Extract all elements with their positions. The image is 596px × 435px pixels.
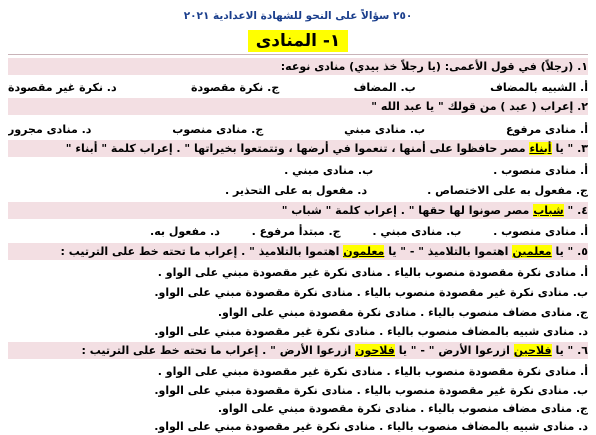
question-1: ١. (رجلاً) في قول الأعمى: (يا رجلاً خذ بيدي) منادى نوعه:	[8, 58, 588, 75]
question-4-suffix: مصر صونوا لها حقها " . إعراب كلمة " شباب "	[281, 204, 530, 217]
option-c: ج. مفعول به على الاختصاص .	[427, 184, 588, 197]
question-6-option-a: أ. منادى نكرة مقصودة منصوب بالياء . منادى نكرة غير مقصودة مبني على الواو .	[157, 365, 588, 378]
option-c: ج. مبتدأ مرفوع .	[251, 225, 341, 238]
option-d: د. مفعول به على التحذير .	[224, 184, 368, 197]
question-5-prefix: ٥. " يا	[555, 245, 588, 258]
divider	[8, 54, 588, 55]
question-5-middle: اهتموا بالتلاميذ " - " يا	[388, 245, 509, 258]
question-5-option-b: ب. منادى نكرة غير مقصودة منصوب بالياء . منادى نكرة مقصودة مبني على الواو.	[154, 286, 588, 299]
question-6-prefix: ٦. " يا	[555, 344, 588, 357]
option-a: أ. منادى منصوب .	[493, 164, 588, 177]
question-5-option-d: د. منادى شبيه بالمضاف منصوب بالياء . منادى نكرة غير مقصودة مبني على الواو.	[154, 325, 588, 338]
question-3-highlight: أبناء	[529, 142, 552, 155]
question-4-highlight: شباب	[533, 204, 564, 217]
question-5-highlight-1: معلمين	[512, 245, 552, 258]
option-a: أ. الشبيه بالمضاف	[490, 81, 588, 94]
option-b: ب. منادى مبني	[344, 123, 426, 136]
option-a: أ. منادى منصوب .	[493, 225, 588, 238]
option-d: د. مفعول به.	[150, 225, 220, 238]
question-5	[8, 243, 588, 260]
question-3	[8, 140, 588, 157]
question-3-options-row-1	[8, 162, 588, 179]
question-4	[8, 202, 588, 219]
question-6-option-d: د. منادى شبيه بالمضاف منصوب بالياء . منادى نكرة غير مقصودة مبني على الواو.	[154, 420, 588, 433]
question-4-prefix: ٤. "	[567, 204, 588, 217]
question-3-suffix: مصر حافظوا على أمنها ، تنعموا في أرضها ، وتتمتعوا بخيراتها " . إعراب كلمة " أبناء "	[65, 142, 526, 155]
option-b: ب. منادى مبني .	[284, 164, 374, 177]
question-6-highlight-2: فلاحون	[355, 344, 395, 357]
question-2: ٢. إعراب ( عبد ) من قولك " يا عبد الله "	[8, 98, 588, 115]
question-3-prefix: ٣. " يا	[555, 142, 588, 155]
question-5-option-c: ج. منادى مضاف منصوب بالياء . منادى نكرة مقصودة مبني على الواو.	[217, 306, 588, 319]
option-d: د. منادى مجرور	[8, 123, 92, 136]
option-a: أ. منادى مرفوع	[505, 123, 588, 136]
question-6-suffix: ازرعوا الأرض " . إعراب ما تحته خط على الترتيب :	[81, 344, 352, 357]
option-b: ب. منادى مبني .	[372, 225, 462, 238]
question-5-highlight-2: معلمون	[343, 245, 385, 258]
option-c: ج. منادى منصوب	[172, 123, 264, 136]
question-4-options	[150, 223, 588, 240]
question-5-option-a: أ. منادى نكرة مقصودة منصوب بالياء . منادى نكرة غير مقصودة مبني على الواو .	[157, 266, 588, 279]
question-2-options	[8, 121, 588, 138]
question-6-highlight-1: فلاحين	[513, 344, 552, 357]
question-6-option-b: ب. منادى نكرة غير مقصودة منصوب بالياء . منادى نكرة مقصودة مبني على الواو.	[154, 384, 588, 397]
document-header: ٢٥٠ سؤالاً على النحو للشهادة الاعدادية ٢٠٢١	[183, 10, 413, 22]
option-c: ج. نكرة مقصودة	[191, 81, 280, 94]
question-3-options-row-2	[8, 182, 588, 199]
question-5-suffix: اهتموا بالتلاميذ " . إعراب ما تحته خط على الترتيب :	[60, 245, 340, 258]
question-1-options	[8, 79, 588, 96]
question-6-option-c: ج. منادى مضاف منصوب بالياء . منادى نكرة مقصودة مبني على الواو.	[217, 402, 588, 415]
option-d: د. نكرة غير مقصودة	[8, 81, 117, 94]
section-title-text: ١- المنادى	[248, 30, 349, 52]
option-b: ب. المضاف	[353, 81, 416, 94]
question-6-middle: ازرعوا الأرض " - " يا	[398, 344, 510, 357]
question-6	[8, 342, 588, 359]
section-title	[0, 30, 596, 52]
